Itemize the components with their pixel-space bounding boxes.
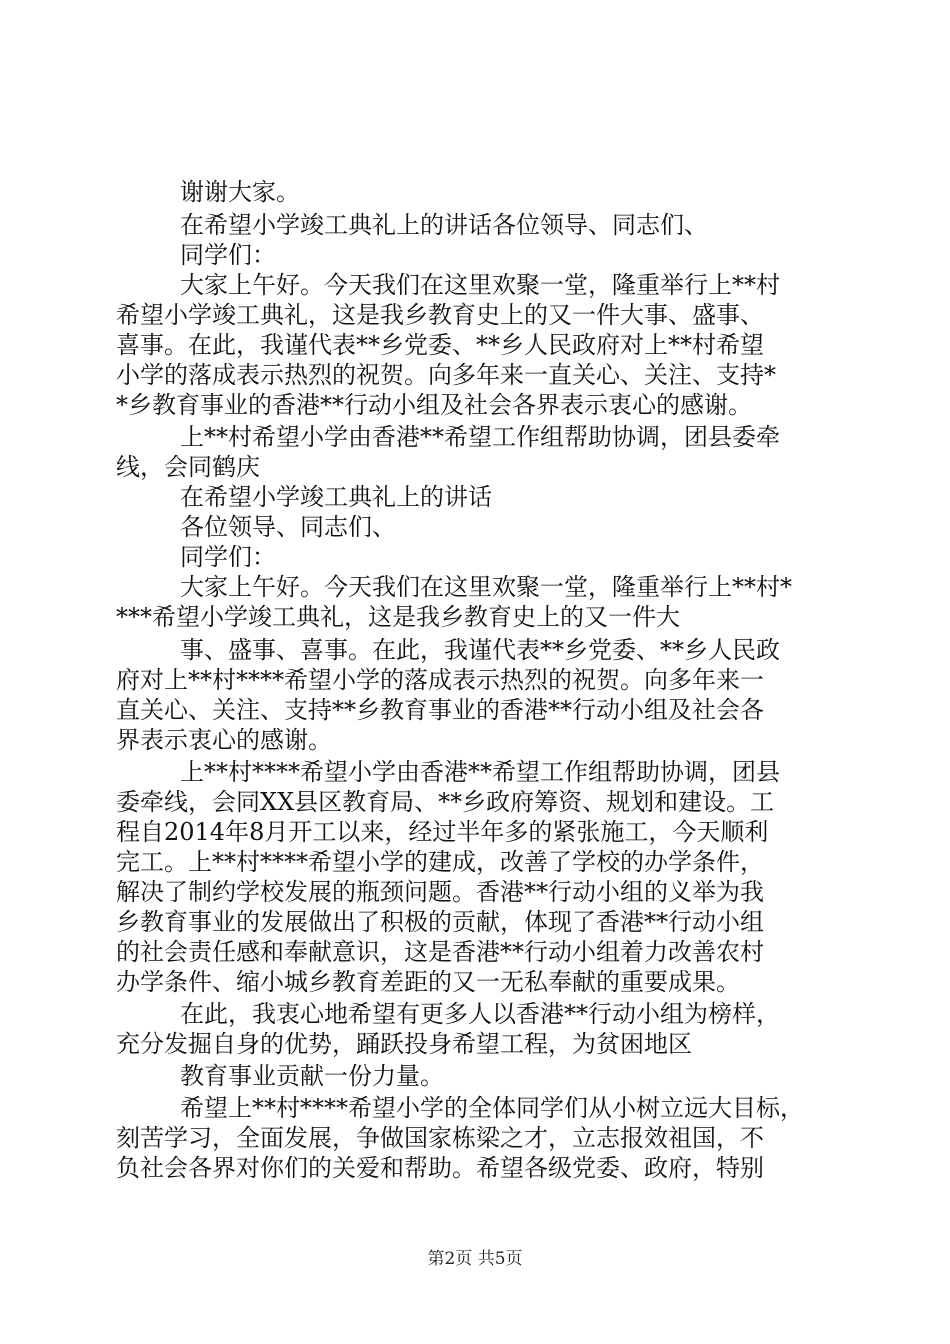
text-line: 刻苦学习，全面发展，争做国家栋梁之才，立志报效祖国，不 xyxy=(116,1124,764,1152)
text-line: 乡教育事业的发展做出了积极的贡献，体现了香港**行动小组 xyxy=(116,908,764,936)
text-line: 办学条件、缩小城乡教育差距的又一无私奉献的重要成果。 xyxy=(116,968,740,996)
text-line: 解决了制约学校发展的瓶颈问题。香港**行动小组的义举为我 xyxy=(116,878,764,906)
text-line: 各位领导、同志们、 xyxy=(180,513,396,541)
text-line: 充分发掘自身的优势，踊跃投身希望工程，为贫困地区 xyxy=(116,1030,692,1058)
text-line: 府对上**村****希望小学的落成表示热烈的祝贺。向多年来一 xyxy=(116,666,764,694)
text-line: 喜事。在此，我谨代表**乡党委、**乡人民政府对上**村希望 xyxy=(116,331,764,359)
text-line: 上**村希望小学由香港**希望工作组帮助协调，团县委牵 xyxy=(180,423,780,451)
text-line: *乡教育事业的香港**行动小组及社会各界表示衷心的感谢。 xyxy=(116,391,752,419)
text-line: 线，会同鹤庆 xyxy=(116,453,260,481)
text-line: 大家上午好。今天我们在这里欢聚一堂，隆重举行上**村* xyxy=(180,573,792,601)
text-line: 同学们： xyxy=(180,543,276,571)
text-line: 的社会责任感和奉献意识，这是香港**行动小组着力改善农村 xyxy=(116,938,764,966)
text-line: 教育事业贡献一份力量。 xyxy=(180,1062,444,1090)
text-line: 完工。上**村****希望小学的建成，改善了学校的办学条件， xyxy=(116,848,764,876)
page-footer: 第2页 共5页 xyxy=(427,1249,523,1269)
text-line: 界表示衷心的感谢。 xyxy=(116,726,332,754)
text-line: 谢谢大家。 xyxy=(180,178,300,206)
text-line: 事、盛事、喜事。在此，我谨代表**乡党委、**乡人民政 xyxy=(180,636,780,664)
text-line: 小学的落成表示热烈的祝贺。向多年来一直关心、关注、支持* xyxy=(116,361,776,389)
text-line: 负社会各界对你们的关爱和帮助。希望各级党委、政府，特别 xyxy=(116,1154,764,1182)
text-line: 同学们： xyxy=(180,241,276,269)
text-line: 在希望小学竣工典礼上的讲话各位领导、同志们、 xyxy=(180,211,708,239)
text-line: 在此，我衷心地希望有更多人以香港**行动小组为榜样， xyxy=(180,1000,780,1028)
text-line: 大家上午好。今天我们在这里欢聚一堂，隆重举行上**村 xyxy=(180,271,780,299)
text-line: 在希望小学竣工典礼上的讲话 xyxy=(180,483,492,511)
text-line: 委牵线，会同XX县区教育局、**乡政府筹资、规划和建设。工 xyxy=(116,788,775,816)
text-line: 上**村****希望小学由香港**希望工作组帮助协调，团县 xyxy=(180,758,780,786)
text-line: 程自2014年8月开工以来，经过半年多的紧张施工，今天顺利 xyxy=(116,818,769,846)
text-line: 希望上**村****希望小学的全体同学们从小树立远大目标， xyxy=(180,1094,804,1122)
text-line: 直关心、关注、支持**乡教育事业的香港**行动小组及社会各 xyxy=(116,696,764,724)
text-line: ***希望小学竣工典礼，这是我乡教育史上的又一件大 xyxy=(116,603,680,631)
text-line: 希望小学竣工典礼，这是我乡教育史上的又一件大事、盛事、 xyxy=(116,301,764,329)
